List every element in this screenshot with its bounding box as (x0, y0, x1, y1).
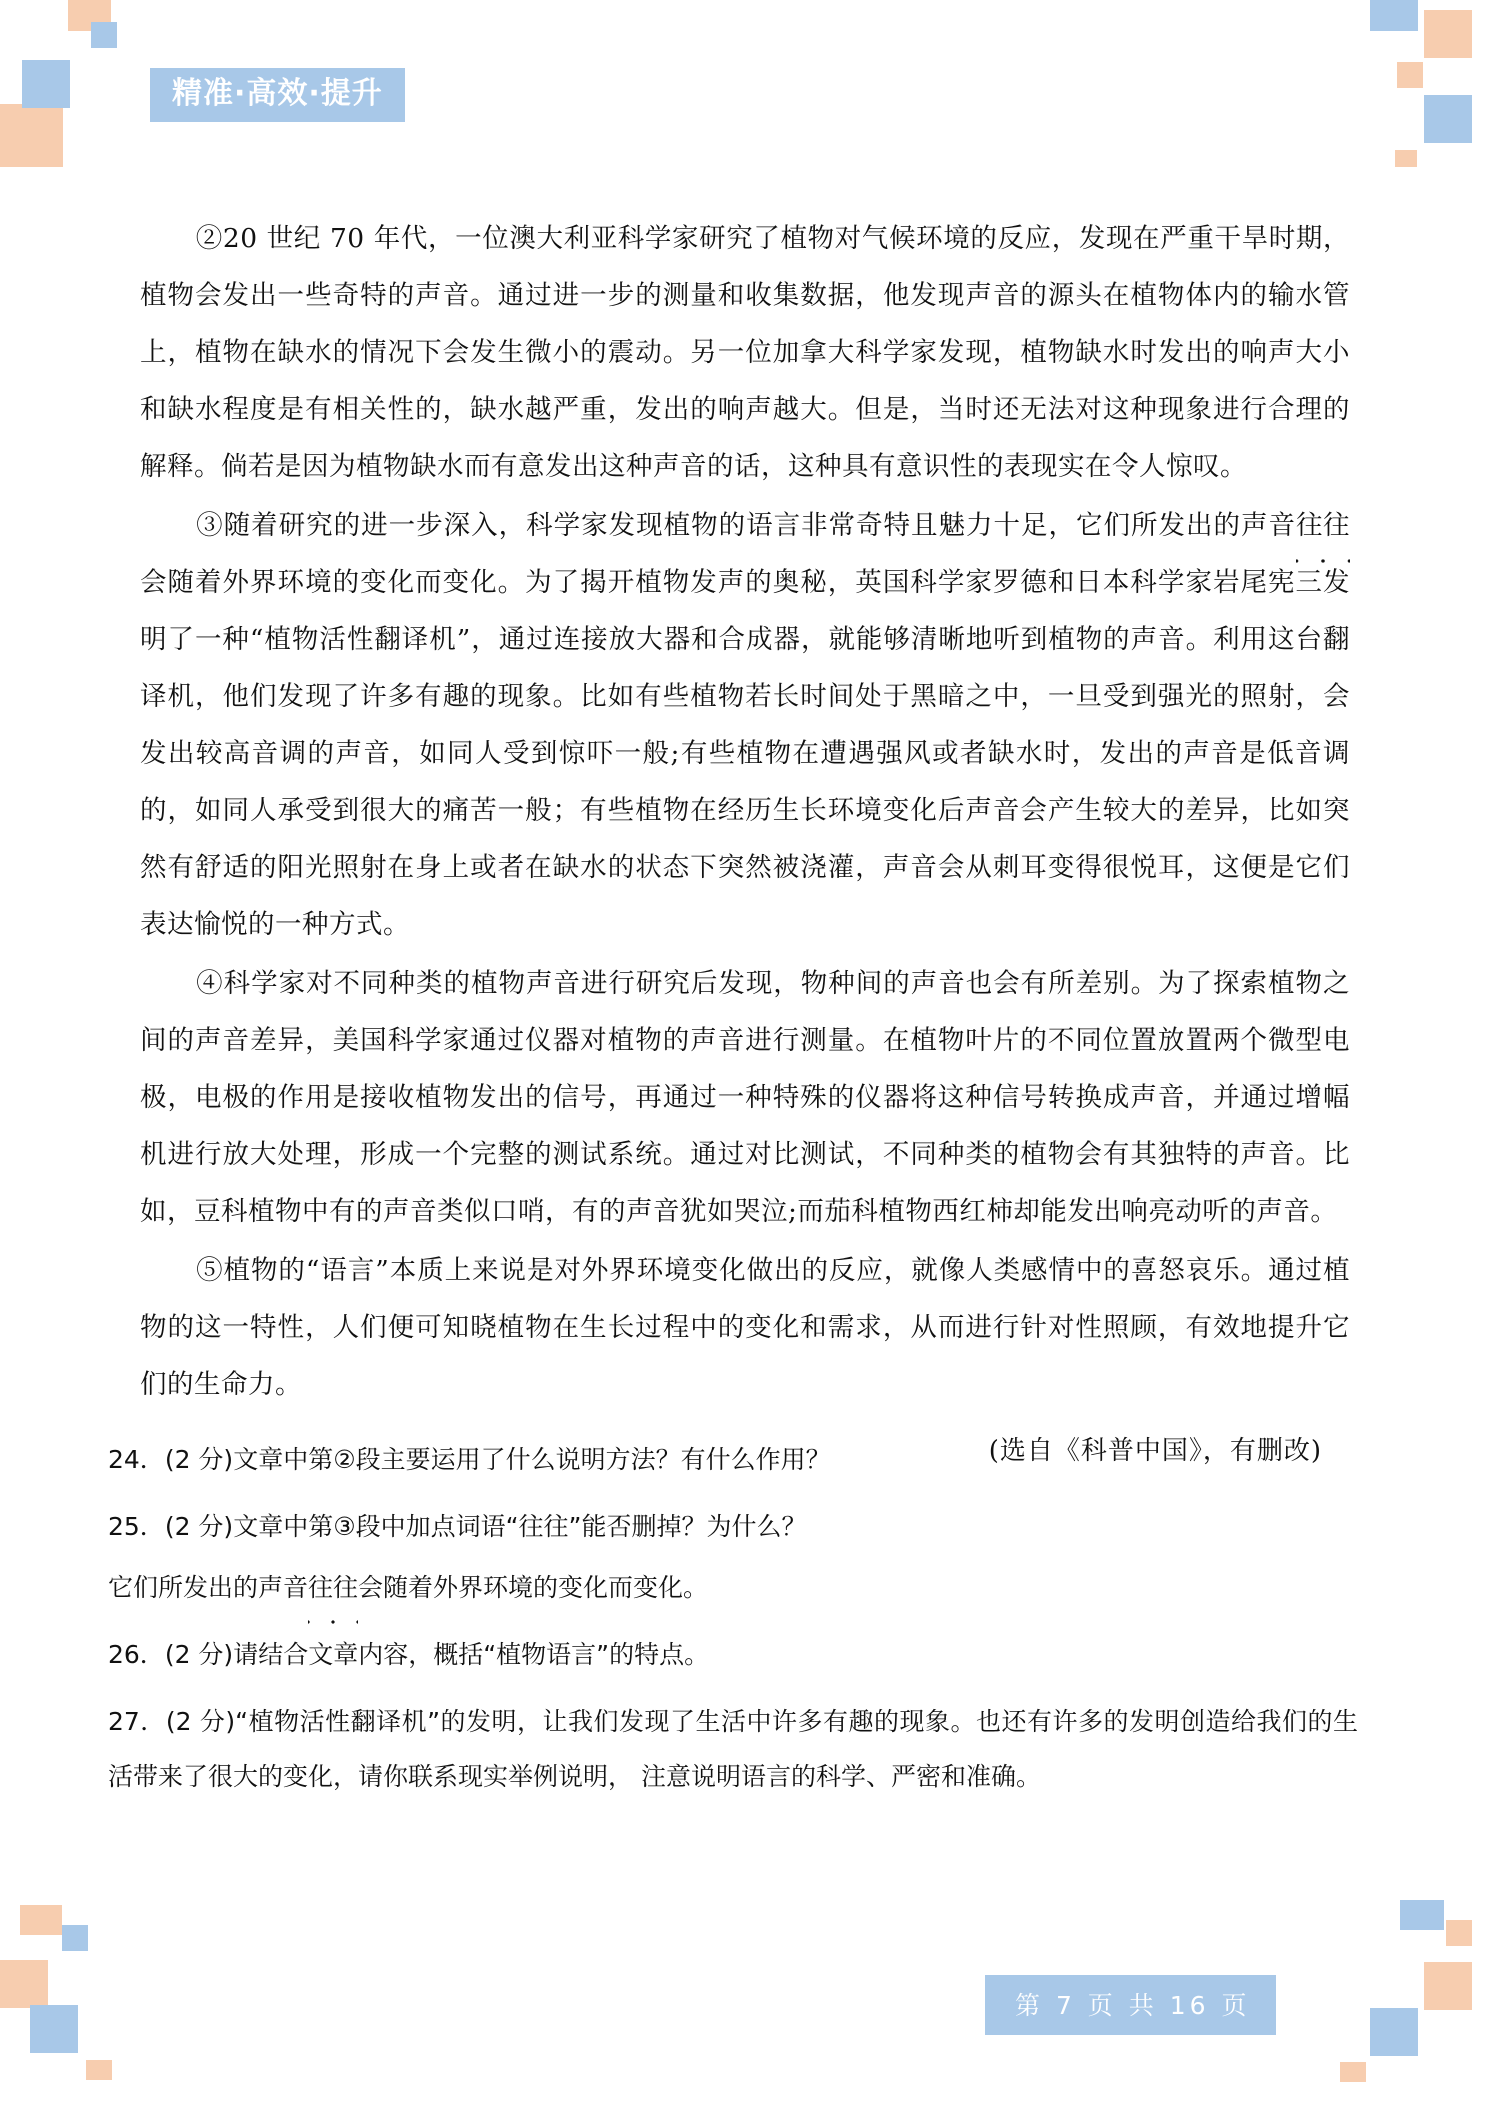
question-27-text: “植物活性翻译机”的发明，让我们发现了生活中许多有趣的现象。也还有许多的发明创造给我们的生活带来了很大的变化，请你联系现实举例说明， 注意说明语言的科学、严密和准确。 (108, 1707, 1358, 1791)
question-25[interactable] (108, 1499, 1358, 1554)
decorative-square-10 (20, 1905, 62, 1935)
question-26-number: 26． (108, 1640, 165, 1669)
question-24-text: 文章中第②段主要运用了什么说明方法？有什么作用？ (233, 1445, 831, 1474)
paragraph-3-text-before: ③随着研究的进一步深入，科学家发现植物的语言非常奇特且魅力十足，它们所发出的声音 (195, 510, 1296, 541)
emphasis-word-wangwang: 往往 (1296, 497, 1350, 554)
question-27-number: 27． (108, 1707, 166, 1736)
decorative-square-9 (1395, 150, 1417, 167)
question-25-text: 文章中第③段中加点词语“往往”能否删掉？为什么？ (233, 1512, 807, 1541)
decorative-square-7 (1397, 62, 1423, 88)
decorative-square-12 (0, 1960, 48, 2008)
decorative-square-2 (91, 22, 117, 48)
question-24[interactable] (108, 1432, 1358, 1487)
question-25-answer[interactable] (108, 1560, 1358, 1615)
page-number-footer: 第 7 页 共 16 页 (985, 1975, 1276, 2035)
questions-list (108, 1432, 1358, 1816)
paragraph-5-text: ⑤植物的“语言”本质上来说是对外界环境变化做出的反应，就像人类感情中的喜怒哀乐。通过植物的这一特性，人们便可知晓植物在生长过程中的变化和需求，从而进行针对性照顾，有效地提升它们的生命力。 (140, 1255, 1350, 1400)
decorative-square-5 (1370, 0, 1418, 31)
question-27-score: (2 分) (165, 1707, 236, 1736)
decorative-square-15 (1400, 1900, 1444, 1930)
passage-body (140, 210, 1350, 1479)
paragraph-3-text-after: 会随着外界环境的变化而变化。为了揭开植物发声的奥秘，英国科学家罗德和日本科学家岩尾宪三发明了一种“植物活性翻译机”，通过连接放大器和合成器，就能够清晰地听到植物的声音。利用这台翻译机，他们发现了许多有趣的现象。比如有些植物若长时间处于黑暗之中，一旦受到强光的照射，会发出较高音调的声音，如同人受到惊吓一般;有些植物在遭遇强风或者缺水时，发出的声音是低音调的，如同人承受到很大的痛苦一般；有些植物在经历生长环境变化后声音会产生较大的差异，比如突然有舒适的阳光照射在身上或者在缺水的状态下突然被浇灌，声音会从刺耳变得很悦耳，这便是它们表达愉悦的一种方式。 (140, 567, 1350, 940)
decorative-square-19 (1340, 2062, 1366, 2082)
decorative-square-16 (1446, 1920, 1472, 1946)
paragraph-5 (140, 1242, 1350, 1413)
decorative-square-3 (22, 60, 70, 108)
decorative-square-11 (62, 1925, 88, 1951)
decorative-square-6 (1424, 10, 1472, 58)
decorative-square-18 (1370, 2008, 1418, 2056)
question-25-number: 25． (108, 1512, 165, 1541)
header-banner: 精准·高效·提升 (150, 68, 405, 122)
question-25-answer-after: 会随着外界环境的变化而变化。 (358, 1573, 709, 1602)
paragraph-4 (140, 955, 1350, 1240)
question-25-answer-before: 它们所发出的声音 (108, 1573, 309, 1602)
question-26[interactable] (108, 1627, 1358, 1682)
emphasis-word-wangwang-answer: 往往 (308, 1560, 358, 1615)
question-24-score: (2 分) (164, 1445, 234, 1474)
paragraph-4-text: ④科学家对不同种类的植物声音进行研究后发现，物种间的声音也会有所差别。为了探索植物之间的声音差异，美国科学家通过仪器对植物的声音进行测量。在植物叶片的不同位置放置两个微型电极，电极的作用是接收植物发出的信号，再通过一种特殊的仪器将这种信号转换成声音，并通过增幅机进行放大处理，形成一个完整的测试系统。通过对比测试，不同种类的植物会有其独特的声音。比如，豆科植物中有的声音类似口哨，有的声音犹如哭泣;而茄科植物西红柿却能发出响亮动听的声音。 (140, 968, 1350, 1227)
decorative-square-14 (86, 2060, 112, 2080)
question-24-number: 24． (108, 1445, 165, 1474)
decorative-square-8 (1424, 95, 1472, 143)
question-27[interactable] (108, 1694, 1358, 1804)
question-25-score: (2 分) (164, 1512, 234, 1541)
decorative-square-13 (30, 2005, 78, 2053)
question-26-score: (2 分) (164, 1640, 234, 1669)
question-26-text: 请结合文章内容，概括“植物语言”的特点。 (233, 1640, 710, 1669)
decorative-square-4 (29, 133, 55, 150)
source-attribution: (选自《科普中国》，有删改) (988, 1436, 1322, 1466)
paragraph-2-text: ②20 世纪 70 年代，一位澳大利亚科学家研究了植物对气候环境的反应，发现在严重干旱时期，植物会发出一些奇特的声音。通过进一步的测量和收集数据，他发现声音的源头在植物体内的输水管上，植物在缺水的情况下会发生微小的震动。另一位加拿大科学家发现，植物缺水时发出的响声大小和缺水程度是有相关性的，缺水越严重，发出的响声越大。但是，当时还无法对这种现象进行合理的解释。倘若是因为植物缺水而有意发出这种声音的话，这种具有意识性的表现实在令人惊叹。 (140, 223, 1350, 482)
decorative-square-17 (1424, 1962, 1472, 2010)
paragraph-3 (140, 497, 1350, 953)
paragraph-2 (140, 210, 1350, 495)
